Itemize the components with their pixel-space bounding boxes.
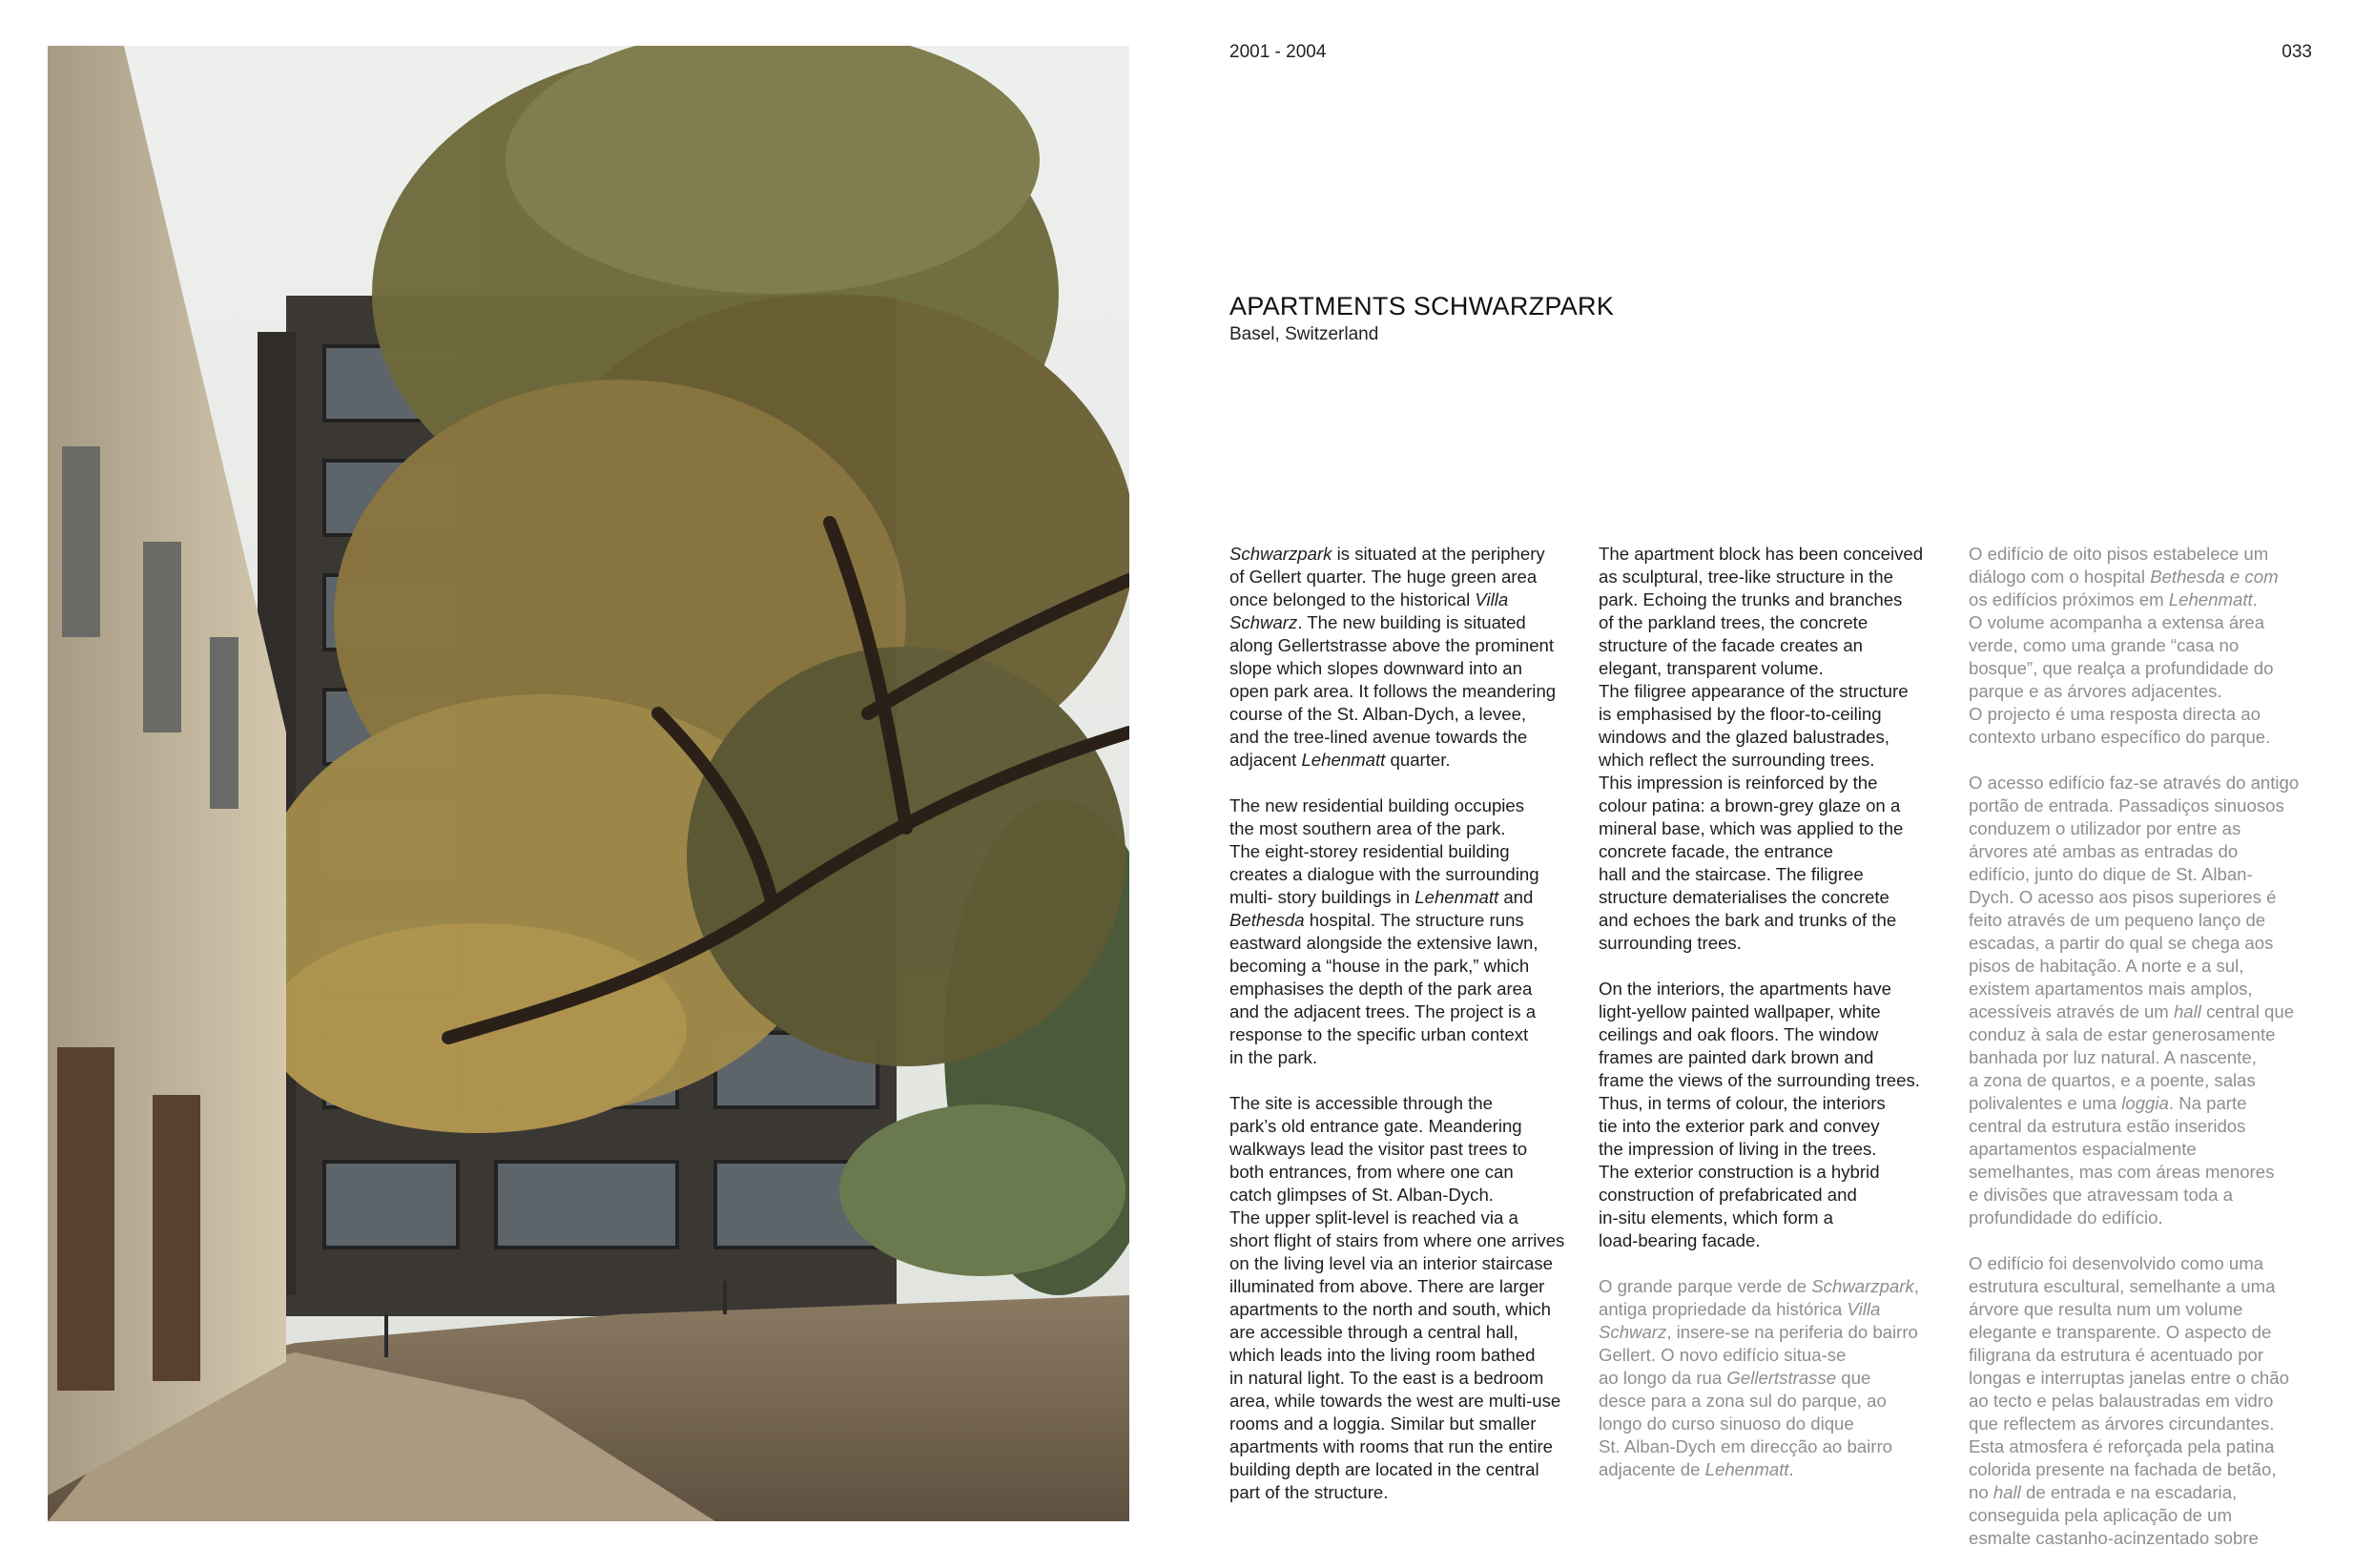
text-run: emphasises the depth of the park area [1229,979,1533,999]
text-run: the most southern area of the park. [1229,818,1506,838]
text-line [1599,634,1948,657]
text-line [1229,1252,1579,1275]
paragraph [1229,543,1579,772]
text-line [1599,726,1948,749]
text-run: and echoes the bark and trunks of the [1599,910,1897,930]
italic-text: Bethesda e com [2150,567,2279,587]
text-line [1599,588,1948,611]
text-run: apartamentos espacialmente [1969,1139,2197,1159]
text-line [1969,932,2331,955]
text-line [1969,1207,2331,1229]
text-run: multi- story buildings in [1229,887,1415,907]
text-run: ao tecto e pelas balaustradas em vidro [1969,1391,2274,1411]
italic-text: Schwarzpark [1811,1276,1914,1296]
text-run: . The new building is situated [1297,612,1526,632]
text-line [1229,726,1579,749]
text-run: which reflect the surrounding trees. [1599,750,1875,770]
text-line [1229,1413,1579,1435]
text-line [1969,978,2331,1001]
text-column-3 [1969,543,2331,1550]
text-line [1229,1115,1579,1138]
text-run: This impression is reinforced by the [1599,773,1878,793]
text-run: Esta atmosfera é reforçada pela patina [1969,1436,2275,1456]
italic-text: Lehenmatt [1301,750,1386,770]
text-run: St. Alban-Dych em direcção ao bairro [1599,1436,1892,1456]
text-line [1229,543,1579,566]
text-run: area, while towards the west are multi-use [1229,1391,1561,1411]
paragraph [1599,978,1948,1252]
text-line [1229,1184,1579,1207]
text-run: longas e interruptas janelas entre o chão [1969,1368,2289,1388]
text-run: of Gellert quarter. The huge green area [1229,567,1538,587]
text-line [1599,1138,1948,1161]
text-run: quarter. [1385,750,1451,770]
text-run: no [1969,1482,1993,1502]
text-run: The new residential building occupies [1229,795,1525,815]
text-run: O grande parque verde de [1599,1276,1812,1296]
text-line [1969,1527,2331,1550]
text-line [1599,1298,1948,1321]
text-line [1969,1252,2331,1275]
paragraph [1229,794,1579,1069]
italic-text: Bethesda [1229,910,1305,930]
text-run: the impression of living in the trees. [1599,1139,1877,1159]
italic-text: hall [2173,1001,2201,1021]
text-run: response to the specific urban context [1229,1024,1529,1044]
text-line [1229,1229,1579,1252]
text-run: illuminated from above. There are larger [1229,1276,1545,1296]
text-line [1969,772,2331,794]
text-line [1599,1321,1948,1344]
text-run: slope which slopes downward into an [1229,658,1522,678]
text-run: portão de entrada. Passadiços sinuosos [1969,795,2284,815]
text-line [1969,1138,2331,1161]
text-run: catch glimpses of St. Alban-Dych. [1229,1185,1494,1205]
portuguese-text-block [1599,1275,1948,1481]
text-line [1599,1275,1948,1298]
text-run: open park area. It follows the meandering [1229,681,1557,701]
years-range: 2001 - 2004 [1229,42,1327,62]
text-run: rooms and a loggia. Similar but smaller [1229,1413,1537,1434]
text-line [1599,817,1948,840]
text-line [1969,1344,2331,1367]
text-line [1229,978,1579,1001]
text-line [1599,1390,1948,1413]
text-run: O acesso edifício faz-se através do antigo [1969,773,2300,793]
text-run: antiga propriedade da histórica [1599,1299,1848,1319]
text-run: . [2252,589,2258,609]
text-line [1229,657,1579,680]
text-run: existem apartamentos mais amplos, [1969,979,2253,999]
text-run: estrutura escultural, semelhante a uma [1969,1276,2276,1296]
text-run: banhada por luz natural. A nascente, [1969,1047,2257,1067]
text-run: on the living level via an interior staircase [1229,1253,1553,1273]
text-line [1229,1046,1579,1069]
text-line [1229,680,1579,703]
text-line [1969,1046,2331,1069]
text-run: The site is accessible through the [1229,1093,1493,1113]
text-line [1229,1367,1579,1390]
text-run: . [1788,1459,1794,1479]
text-run: tie into the exterior park and convey [1599,1116,1880,1136]
text-run: structure dematerialises the concrete [1599,887,1889,907]
text-line [1969,1001,2331,1023]
text-line [1969,566,2331,588]
text-run: The eight-storey residential building [1229,841,1510,861]
text-run: Gellert. O novo edifício situa-se [1599,1345,1847,1365]
text-run: in-situ elements, which form a [1599,1207,1833,1228]
text-line [1599,1001,1948,1023]
text-run: are accessible through a central hall, [1229,1322,1518,1342]
text-run: park’s old entrance gate. Meandering [1229,1116,1522,1136]
text-run: árvore que resulta num um volume [1969,1299,2243,1319]
text-run: elegant, transparent volume. [1599,658,1824,678]
text-run: hospital. The structure runs [1304,910,1524,930]
text-line [1599,840,1948,863]
text-line [1969,1092,2331,1115]
text-run: The apartment block has been conceived [1599,544,1924,564]
text-run: windows and the glazed balustrades, [1599,727,1889,747]
text-run: , [1913,1276,1919,1296]
text-run: conduzem o utilizador por entre as [1969,818,2241,838]
text-run: filigrana da estrutura é acentuado por [1969,1345,2264,1365]
paragraph [1969,543,2331,749]
text-run: in natural light. To the east is a bedroom [1229,1368,1544,1388]
text-line [1599,657,1948,680]
paragraph [1599,1275,1948,1481]
text-run: polivalentes e uma [1969,1093,2122,1113]
text-run: once belonged to the historical [1229,589,1476,609]
italic-text: loggia [2121,1093,2169,1113]
text-run: park. Echoing the trunks and branches [1599,589,1903,609]
text-line [1229,1275,1579,1298]
text-line [1969,1298,2331,1321]
text-run: of the parkland trees, the concrete [1599,612,1869,632]
text-run: The filigree appearance of the structure [1599,681,1909,701]
text-run: O projecto é uma resposta directa ao [1969,704,2261,724]
text-run: mineral base, which was applied to the [1599,818,1904,838]
text-run: concrete facade, the entrance [1599,841,1834,861]
italic-text: Gellertstrasse [1726,1368,1837,1388]
italic-text: Villa [1847,1299,1881,1319]
text-line [1229,1138,1579,1161]
project-title: APARTMENTS SCHWARZPARK [1229,292,1615,320]
text-line [1599,566,1948,588]
italic-text: Lehenmatt [2168,589,2253,609]
text-line [1599,1344,1948,1367]
text-line [1229,1481,1579,1504]
text-line [1599,1207,1948,1229]
text-column-2 [1599,543,1948,1481]
italic-text: Lehenmatt [1414,887,1499,907]
text-line [1969,1481,2331,1504]
text-run: verde, como uma grande “casa no [1969,635,2240,655]
text-run: and the adjacent trees. The project is a [1229,1001,1537,1021]
text-line [1969,909,2331,932]
text-line [1599,794,1948,817]
text-line [1229,909,1579,932]
text-run: árvores até ambas as entradas do [1969,841,2239,861]
text-line [1969,840,2331,863]
text-line [1599,932,1948,955]
text-run: Dych. O acesso aos pisos superiores é [1969,887,2277,907]
text-run: The upper split-level is reached via a [1229,1207,1518,1228]
text-run: central da estrutura estão inseridos [1969,1116,2246,1136]
paragraph [1969,772,2331,1229]
text-run: part of the structure. [1229,1482,1389,1502]
text-line [1599,1115,1948,1138]
text-run: ceilings and oak floors. The window [1599,1024,1879,1044]
text-run: is emphasised by the floor-to-ceiling [1599,704,1882,724]
text-run: . Na parte [2168,1093,2247,1113]
text-run: diálogo com o hospital [1969,567,2151,587]
text-line [1229,1161,1579,1184]
text-line [1229,634,1579,657]
text-line [1599,1435,1948,1458]
text-line [1969,588,2331,611]
text-line [1599,1184,1948,1207]
text-run: O edifício foi desenvolvido como uma [1969,1253,2264,1273]
text-run: feito através de um pequeno lanço de [1969,910,2266,930]
text-run: load-bearing facade. [1599,1230,1761,1250]
text-line [1229,794,1579,817]
text-run: acessíveis através de um [1969,1001,2174,1021]
text-run: frames are painted dark brown and [1599,1047,1874,1067]
text-run: a zona de quartos, e a poente, salas [1969,1070,2256,1090]
text-line [1229,863,1579,886]
text-run: semelhantes, mas com áreas menores [1969,1162,2275,1182]
text-line [1969,1069,2331,1092]
text-line [1969,1023,2331,1046]
text-line [1599,772,1948,794]
text-line [1229,1344,1579,1367]
text-line [1599,1161,1948,1184]
text-run: short flight of stairs from where one arrives [1229,1230,1565,1250]
text-run: O volume acompanha a extensa área [1969,612,2265,632]
text-line [1599,703,1948,726]
text-run: Thus, in terms of colour, the interiors [1599,1093,1886,1113]
text-line [1229,703,1579,726]
text-line [1969,1504,2331,1527]
text-run: both entrances, from where one can [1229,1162,1514,1182]
text-run: e divisões que atravessam toda a [1969,1185,2233,1205]
text-line [1599,1069,1948,1092]
text-run: colorida presente na fachada de betão, [1969,1459,2277,1479]
text-line [1229,611,1579,634]
text-line [1969,1390,2331,1413]
text-run: desce para a zona sul do parque, ao [1599,1391,1887,1411]
text-line [1969,543,2331,566]
text-line [1969,1413,2331,1435]
text-run: along Gellertstrasse above the prominent [1229,635,1555,655]
text-run: eastward alongside the extensive lawn, [1229,933,1538,953]
text-run: becoming a “house in the park,” which [1229,956,1530,976]
text-run: hall and the staircase. The filigree [1599,864,1864,884]
text-column-1 [1229,543,1579,1504]
italic-text: Villa [1475,589,1509,609]
text-line [1969,611,2331,634]
text-line [1229,1321,1579,1344]
text-run: adjacent [1229,750,1302,770]
text-run: contexto urbano específico do parque. [1969,727,2271,747]
text-line [1229,840,1579,863]
text-run: conduz à sala de estar generosamente [1969,1024,2276,1044]
text-run: as sculptural, tree-like structure in the [1599,567,1893,587]
text-line [1229,1207,1579,1229]
text-line [1229,1435,1579,1458]
text-line [1599,680,1948,703]
text-line [1599,886,1948,909]
building-photo-icon [48,46,1129,1521]
text-line [1229,1023,1579,1046]
text-line [1229,1458,1579,1481]
text-line [1599,543,1948,566]
text-line [1969,703,2331,726]
text-line [1969,1275,2331,1298]
text-run: structure of the facade creates an [1599,635,1863,655]
text-line [1229,932,1579,955]
text-line [1969,794,2331,817]
text-line [1969,955,2331,978]
paragraph [1599,543,1948,955]
text-run: parque e as árvores adjacentes. [1969,681,2222,701]
text-run: course of the St. Alban-Dych, a levee, [1229,704,1527,724]
text-run: edifício, junto do dique de St. Alban- [1969,864,2253,884]
text-run: construction of prefabricated and [1599,1185,1857,1205]
text-line [1969,726,2331,749]
text-run: walkways lead the visitor past trees to [1229,1139,1528,1159]
text-line [1599,611,1948,634]
text-line [1599,1229,1948,1252]
text-line [1599,1367,1948,1390]
text-run: que reflectem as árvores circundantes. [1969,1413,2275,1434]
text-line [1599,909,1948,932]
text-run: apartments to the north and south, which [1229,1299,1551,1319]
text-run: creates a dialogue with the surrounding [1229,864,1539,884]
text-run: building depth are located in the central [1229,1459,1539,1479]
text-line [1229,749,1579,772]
text-line [1599,978,1948,1001]
text-run: que [1836,1368,1871,1388]
text-line [1969,1161,2331,1184]
text-run: esmalte castanho-acinzentado sobre [1969,1528,2259,1548]
italic-text: hall [1993,1482,2021,1502]
text-run: apartments with rooms that run the entire [1229,1436,1553,1456]
text-line [1229,588,1579,611]
project-location: Basel, Switzerland [1229,324,1379,344]
text-run: in the park. [1229,1047,1317,1067]
text-line [1969,1367,2331,1390]
text-run: is situated at the periphery [1332,544,1545,564]
text-line [1969,680,2331,703]
text-run: and the tree-lined avenue towards the [1229,727,1528,747]
text-line [1969,863,2331,886]
text-line [1599,1092,1948,1115]
paragraph [1229,1092,1579,1504]
text-line [1969,1435,2331,1458]
text-run: frame the views of the surrounding trees. [1599,1070,1920,1090]
italic-text: Schwarzpark [1229,544,1332,564]
italic-text: Schwarz [1229,612,1298,632]
text-line [1229,1001,1579,1023]
text-line [1969,1115,2331,1138]
text-run: central que [2200,1001,2295,1021]
text-run: de entrada e na escadaria, [2020,1482,2238,1502]
text-run: profundidade do edifício. [1969,1207,2163,1228]
text-run: adjacente de [1599,1459,1705,1479]
text-line [1599,1023,1948,1046]
text-run: On the interiors, the apartments have [1599,979,1891,999]
text-run: , insere-se na periferia do bairro [1666,1322,1918,1342]
text-line [1599,1413,1948,1435]
text-run: bosque”, que realça a profundidade do [1969,658,2274,678]
paragraph [1969,1252,2331,1550]
text-line [1229,817,1579,840]
text-line [1229,955,1579,978]
text-line [1229,1092,1579,1115]
text-line [1969,817,2331,840]
text-line [1969,657,2331,680]
italic-text: Lehenmatt [1704,1459,1789,1479]
italic-text: Schwarz [1599,1322,1667,1342]
text-run: O edifício de oito pisos estabelece um [1969,544,2269,564]
text-line [1969,634,2331,657]
building-photo [48,46,1129,1521]
text-run: colour patina: a brown-grey glaze on a [1599,795,1901,815]
text-run: escadas, a partir do qual se chega aos [1969,933,2274,953]
text-line [1599,749,1948,772]
text-line [1969,1458,2331,1481]
text-run: ao longo da rua [1599,1368,1727,1388]
text-run: and [1498,887,1534,907]
text-line [1229,1298,1579,1321]
text-run: The exterior construction is a hybrid [1599,1162,1880,1182]
text-line [1969,1321,2331,1344]
text-run: longo do curso sinuoso do dique [1599,1413,1854,1434]
text-run: conseguida pela aplicação de um [1969,1505,2233,1525]
text-run: which leads into the living room bathed [1229,1345,1536,1365]
text-run: elegante e transparente. O aspecto de [1969,1322,2272,1342]
page-number: 033 [2282,42,2312,62]
text-run: light-yellow painted wallpaper, white [1599,1001,1881,1021]
text-line [1229,1390,1579,1413]
text-run: surrounding trees. [1599,933,1742,953]
text-line [1969,886,2331,909]
text-run: os edifícios próximos em [1969,589,2169,609]
text-line [1599,863,1948,886]
text-line [1229,566,1579,588]
text-line [1599,1046,1948,1069]
text-line [1599,1458,1948,1481]
text-line [1969,1184,2331,1207]
text-line [1229,886,1579,909]
text-run: pisos de habitação. A norte e a sul, [1969,956,2244,976]
